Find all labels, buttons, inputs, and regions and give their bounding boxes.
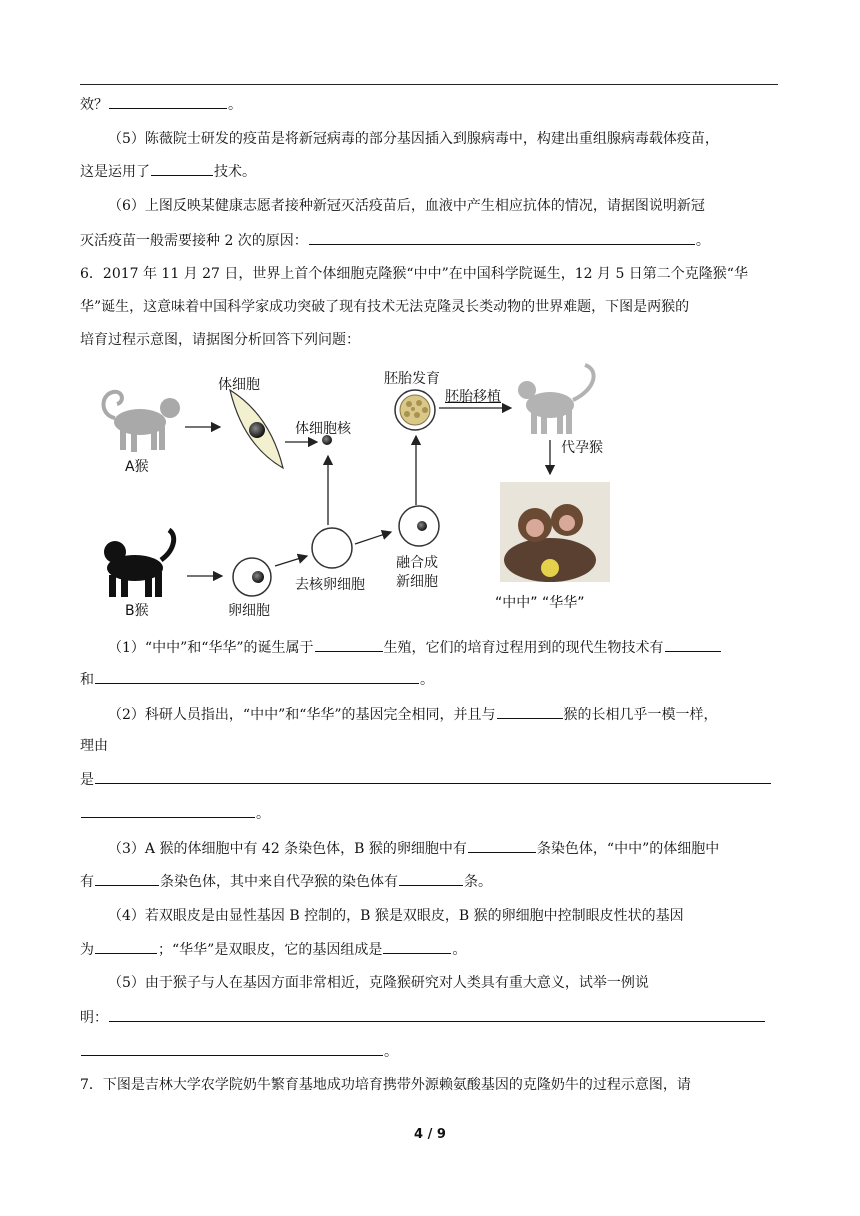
answer-blank[interactable]	[468, 838, 536, 853]
q5-item6-line1: （6）上图反映某健康志愿者接种新冠灭活疫苗后，血液中产生相应抗体的情况，请据图说明新冠	[108, 198, 705, 214]
egg-cell-icon	[233, 558, 271, 596]
answer-blank[interactable]	[95, 871, 159, 886]
q5-item5-line1: （5）陈薇院士研发的疫苗是将新冠病毒的部分基因插入到腺病毒中，构建出重组腺病毒载体疫苗，	[108, 131, 719, 147]
text: ；“华华”是双眼皮，它的基因组成是	[158, 942, 383, 958]
monkey-a-icon	[103, 392, 180, 452]
label-somatic-nucleus: 体细胞核	[295, 421, 351, 437]
answer-blank[interactable]	[497, 704, 563, 719]
q6-4-line2	[80, 939, 466, 960]
q6-2-line2: 理由	[80, 738, 108, 754]
answer-blank[interactable]	[109, 94, 227, 109]
q6-intro-line3: 培育过程示意图，请据图分析回答下列问题：	[80, 332, 360, 348]
text: 条。	[464, 874, 492, 890]
fused-cell-icon	[399, 506, 439, 546]
label-somatic-cell: 体细胞	[218, 377, 260, 393]
answer-blank[interactable]	[109, 1007, 765, 1022]
q5-line-end	[80, 94, 242, 115]
label-embryo-dev: 胚胎发育	[384, 371, 440, 387]
text: 。	[420, 672, 434, 688]
text: 技术。	[214, 164, 256, 180]
label-photo-caption: “中中” “华华”	[495, 595, 585, 611]
text: 是	[80, 772, 94, 788]
text: 猴的长相几乎一模一样，	[563, 707, 718, 723]
q6-4-line1: （4）若双眼皮是由显性基因 B 控制的，B 猴是双眼皮，B 猴的卵细胞中控制眼皮性状的基因	[108, 908, 684, 924]
text: 和	[80, 672, 94, 688]
q7-line1: 7．下图是吉林大学农学院奶牛繁育基地成功培育携带外源赖氨酸基因的克隆奶牛的过程示意图，请	[80, 1077, 691, 1093]
q6-3-line1	[108, 838, 719, 859]
answer-blank[interactable]	[95, 939, 157, 954]
somatic-cell-icon	[230, 390, 283, 468]
embryo-icon	[395, 390, 435, 430]
text: 。	[228, 97, 242, 113]
label-monkey-b: B猴	[125, 603, 149, 619]
q6-1-line1	[108, 637, 722, 658]
label-fused-l1: 融合成	[396, 555, 438, 571]
q6-3-line2	[80, 871, 492, 892]
surrogate-monkey-icon	[518, 365, 594, 434]
text: 灭活疫苗一般需要接种 2 次的原因：	[80, 233, 308, 249]
text: 。	[384, 1044, 398, 1060]
text: 。	[452, 942, 467, 958]
text: （2）科研人员指出，“中中”和“华华”的基因完全相同，并且与	[108, 707, 496, 723]
q6-5-line1: （5）由于猴子与人在基因方面非常相近，克隆猴研究对人类具有重大意义，试举一例说	[108, 975, 649, 991]
answer-blank[interactable]	[95, 769, 771, 784]
text: 条染色体，其中来自代孕猴的染色体有	[160, 874, 398, 890]
answer-blank[interactable]	[399, 871, 463, 886]
label-monkey-a: A猴	[125, 459, 149, 475]
answer-blank[interactable]	[81, 803, 255, 818]
text: 明：	[80, 1010, 108, 1026]
answer-blank[interactable]	[309, 230, 695, 245]
header-rule	[80, 84, 778, 85]
text: 这是运用了	[80, 164, 150, 180]
q5-item5-line2	[80, 161, 256, 182]
label-surrogate: 代孕猴	[561, 440, 603, 456]
enucleated-egg-icon	[312, 528, 352, 568]
text: 生殖，它们的培育过程用到的现代生物技术有	[383, 640, 664, 656]
q6-intro-line2: 华”诞生，这意味着中国科学家成功突破了现有技术无法克隆灵长类动物的世界难题，下图是两猴的	[80, 299, 690, 315]
label-embryo-transfer: 胚胎移植	[445, 389, 501, 405]
cloning-diagram	[95, 360, 625, 625]
text: 效？	[80, 97, 108, 113]
text: （1）“中中”和“华华”的诞生属于	[108, 640, 314, 656]
answer-blank[interactable]	[95, 669, 419, 684]
monkey-b-icon	[104, 530, 174, 597]
q6-5-line2	[80, 1007, 766, 1028]
q5-item6-line2	[80, 230, 710, 251]
answer-blank[interactable]	[151, 161, 213, 176]
text: 。	[256, 806, 270, 822]
page-number: 4 / 9	[414, 1127, 446, 1142]
label-fused-l2: 新细胞	[396, 574, 438, 590]
answer-blank[interactable]	[383, 939, 451, 954]
text: 。	[695, 233, 710, 249]
answer-blank[interactable]	[665, 637, 721, 652]
q6-1-line2	[80, 669, 434, 690]
text: （3）A 猴的体细胞中有 42 条染色体，B 猴的卵细胞中有	[108, 841, 467, 857]
label-egg-cell: 卵细胞	[228, 603, 270, 619]
answer-blank[interactable]	[315, 637, 383, 652]
q6-2-line1	[108, 704, 718, 725]
text: 条染色体，“中中”的体细胞中	[536, 841, 720, 857]
text: 为	[80, 942, 94, 958]
label-enucleated-egg: 去核卵细胞	[295, 577, 365, 593]
answer-blank[interactable]	[81, 1041, 383, 1056]
q6-5-line3	[80, 1041, 398, 1062]
q6-intro-line1: 6．2017 年 11 月 27 日，世界上首个体细胞克隆猴“中中”在中国科学院诞生，12 月 5 日第二个克隆猴“华	[80, 266, 748, 282]
text: 有	[80, 874, 94, 890]
q6-2-line4	[80, 803, 270, 824]
cloned-monkeys-photo	[500, 482, 610, 582]
q6-2-line3	[80, 769, 772, 790]
